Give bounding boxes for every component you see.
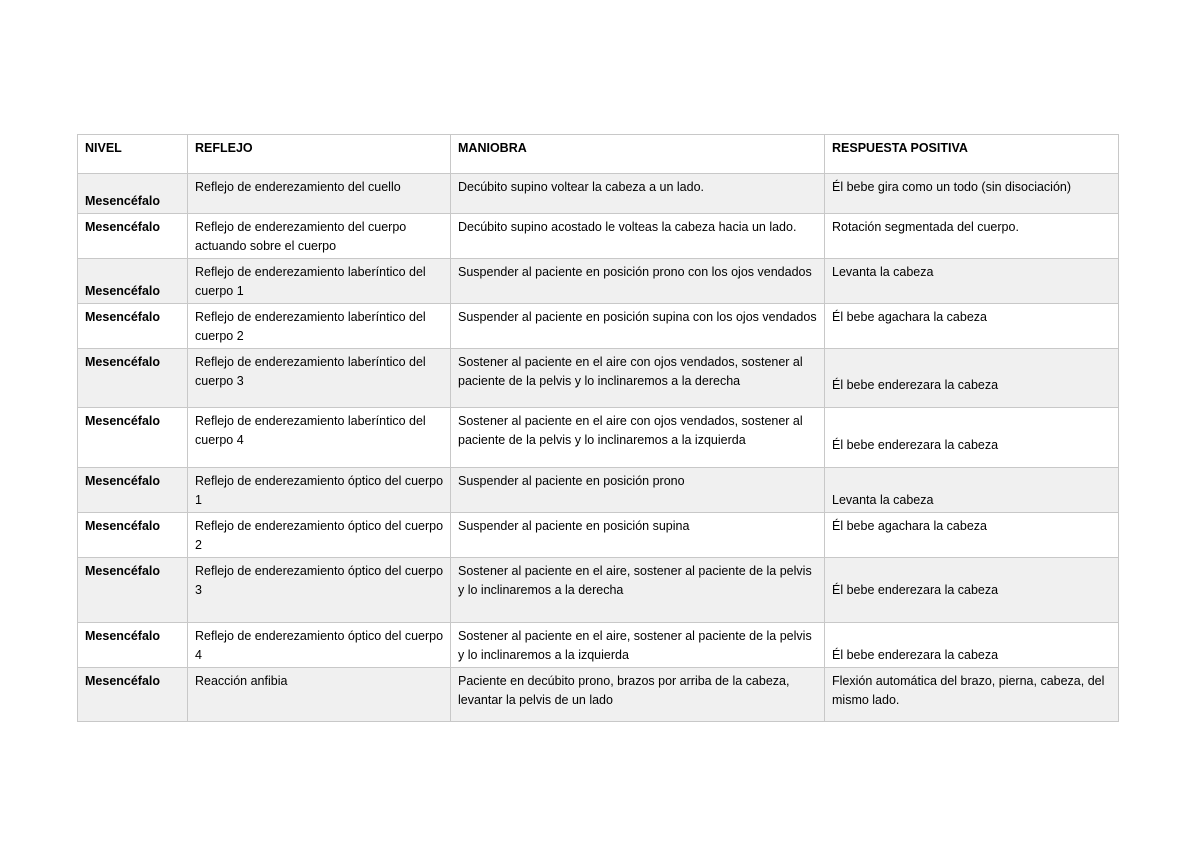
reflejo-cell: Reflejo de enderezamiento óptico del cuerpo 3 [188, 558, 451, 623]
reflejo-cell: Reflejo de enderezamiento óptico del cuerpo 4 [188, 623, 451, 668]
nivel-cell: Mesencéfalo [78, 623, 188, 668]
reflejo-cell: Reflejo de enderezamiento laberíntico del cuerpo 1 [188, 259, 451, 304]
header-maniobra: MANIOBRA [451, 135, 825, 174]
reflejo-cell: Reacción anfibia [188, 668, 451, 722]
nivel-cell: Mesencéfalo [78, 668, 188, 722]
respuesta-cell: Él bebe enderezara la cabeza [825, 558, 1119, 623]
maniobra-cell: Sostener al paciente en el aire, sostener al paciente de la pelvis y lo inclinaremos a la izquierda [451, 623, 825, 668]
table-row [78, 623, 1119, 668]
nivel-cell: Mesencéfalo [78, 513, 188, 558]
nivel-cell: Mesencéfalo [78, 259, 188, 304]
table-header-row [78, 135, 1119, 174]
reflex-table [77, 134, 1119, 722]
maniobra-cell: Suspender al paciente en posición supina con los ojos vendados [451, 304, 825, 349]
table-row [78, 174, 1119, 214]
maniobra-cell: Suspender al paciente en posición supina [451, 513, 825, 558]
respuesta-cell: Él bebe enderezara la cabeza [825, 623, 1119, 668]
header-reflejo: REFLEJO [188, 135, 451, 174]
maniobra-cell: Suspender al paciente en posición prono [451, 468, 825, 513]
maniobra-cell: Suspender al paciente en posición prono con los ojos vendados [451, 259, 825, 304]
table-row [78, 349, 1119, 408]
maniobra-cell: Sostener al paciente en el aire, sostener al paciente de la pelvis y lo inclinaremos a la derecha [451, 558, 825, 623]
respuesta-cell: Él bebe agachara la cabeza [825, 304, 1119, 349]
maniobra-cell: Decúbito supino acostado le volteas la cabeza hacia un lado. [451, 214, 825, 259]
table-row [78, 304, 1119, 349]
header-respuesta: RESPUESTA POSITIVA [825, 135, 1119, 174]
respuesta-cell: Él bebe enderezara la cabeza [825, 408, 1119, 468]
table-row [78, 513, 1119, 558]
maniobra-cell: Sostener al paciente en el aire con ojos vendados, sostener al paciente de la pelvis y lo inclinaremos a la derecha [451, 349, 825, 408]
table-row [78, 468, 1119, 513]
nivel-cell: Mesencéfalo [78, 408, 188, 468]
header-nivel: NIVEL [78, 135, 188, 174]
respuesta-cell: Levanta la cabeza [825, 468, 1119, 513]
respuesta-cell: Él bebe enderezara la cabeza [825, 349, 1119, 408]
table-row [78, 408, 1119, 468]
reflejo-cell: Reflejo de enderezamiento laberíntico del cuerpo 3 [188, 349, 451, 408]
reflejo-cell: Reflejo de enderezamiento laberíntico del cuerpo 2 [188, 304, 451, 349]
respuesta-cell: Él bebe agachara la cabeza [825, 513, 1119, 558]
nivel-cell: Mesencéfalo [78, 304, 188, 349]
table-row [78, 259, 1119, 304]
reflejo-cell: Reflejo de enderezamiento óptico del cuerpo 2 [188, 513, 451, 558]
nivel-cell: Mesencéfalo [78, 174, 188, 214]
reflejo-cell: Reflejo de enderezamiento óptico del cuerpo 1 [188, 468, 451, 513]
respuesta-cell: Rotación segmentada del cuerpo. [825, 214, 1119, 259]
maniobra-cell: Decúbito supino voltear la cabeza a un lado. [451, 174, 825, 214]
respuesta-cell: Flexión automática del brazo, pierna, cabeza, del mismo lado. [825, 668, 1119, 722]
maniobra-cell: Sostener al paciente en el aire con ojos vendados, sostener al paciente de la pelvis y lo inclinaremos a la izquierda [451, 408, 825, 468]
table-row [78, 214, 1119, 259]
reflejo-cell: Reflejo de enderezamiento laberíntico del cuerpo 4 [188, 408, 451, 468]
reflejo-cell: Reflejo de enderezamiento del cuerpo actuando sobre el cuerpo [188, 214, 451, 259]
reflejo-cell: Reflejo de enderezamiento del cuello [188, 174, 451, 214]
table-row [78, 558, 1119, 623]
maniobra-cell: Paciente en decúbito prono, brazos por arriba de la cabeza, levantar la pelvis de un lado [451, 668, 825, 722]
respuesta-cell: Levanta la cabeza [825, 259, 1119, 304]
table-row [78, 668, 1119, 722]
nivel-cell: Mesencéfalo [78, 558, 188, 623]
nivel-cell: Mesencéfalo [78, 468, 188, 513]
nivel-cell: Mesencéfalo [78, 214, 188, 259]
nivel-cell: Mesencéfalo [78, 349, 188, 408]
respuesta-cell: Él bebe gira como un todo (sin disociación) [825, 174, 1119, 214]
